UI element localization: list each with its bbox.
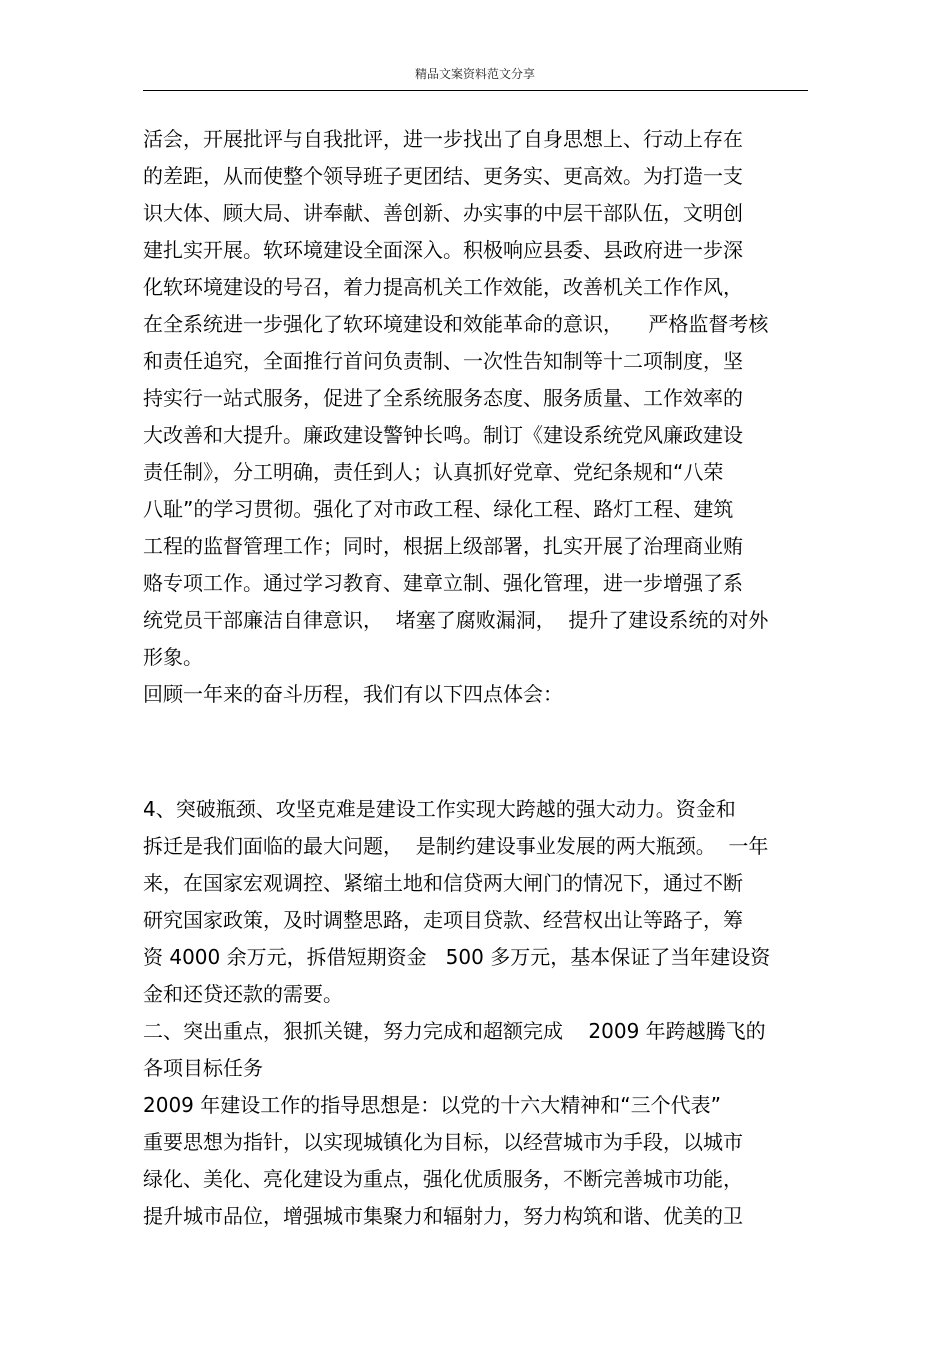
text-line: 4、突破瓶颈、攻坚克难是建设工作实现大跨越的强大动力。资金和 bbox=[143, 797, 736, 821]
header-divider bbox=[143, 90, 808, 91]
text-line: 持实行一站式服务，促进了全系统服务态度、服务质量、工作效率的 bbox=[143, 386, 743, 410]
text-line: 拆迁是我们面临的最大问题， 是制约建设事业发展的两大瓶颈。 一年 bbox=[143, 834, 769, 858]
page-header: 精品文案资料范文分享 bbox=[414, 67, 535, 81]
text-line: 统党员干部廉洁自律意识， 堵塞了腐败漏洞， 提升了建设系统的对外 bbox=[143, 608, 769, 632]
text-line: 责任制》，分工明确，责任到人；认真抓好党章、党纪条规和“八荣 bbox=[143, 460, 724, 484]
text-line: 提升城市品位，增强城市集聚力和辐射力，努力构筑和谐、优美的卫 bbox=[143, 1204, 743, 1228]
text-line: 资 4000 余万元，拆借短期资金 500 多万元，基本保证了当年建设资 bbox=[143, 945, 771, 969]
text-line: 重要思想为指针，以实现城镇化为目标，以经营城市为手段，以城市 bbox=[143, 1130, 743, 1154]
text-line: 赂专项工作。通过学习教育、建章立制、强化管理，进一步增强了系 bbox=[143, 571, 743, 595]
text-line: 八耻”的学习贯彻。强化了对市政工程、绿化工程、路灯工程、建筑 bbox=[143, 497, 734, 521]
text-line: 回顾一年来的奋斗历程，我们有以下四点体会： bbox=[143, 682, 563, 706]
text-line: 各项目标任务 bbox=[143, 1056, 263, 1080]
text-line: 的差距，从而使整个领导班子更团结、更务实、更高效。为打造一支 bbox=[143, 164, 743, 188]
text-line: 来，在国家宏观调控、紧缩土地和信贷两大闸门的情况下，通过不断 bbox=[143, 871, 743, 895]
text-line: 金和还贷还款的需要。 bbox=[143, 982, 343, 1006]
text-line: 大改善和大提升。廉政建设警钟长鸣。制订《建设系统党风廉政建设 bbox=[143, 423, 743, 447]
text-line: 绿化、美化、亮化建设为重点，强化优质服务，不断完善城市功能， bbox=[143, 1167, 743, 1191]
text-line: 在全系统进一步强化了软环境建设和效能革命的意识， 严格监督考核 bbox=[143, 312, 769, 336]
text-line: 建扎实开展。软环境建设全面深入。积极响应县委、县政府进一步深 bbox=[143, 238, 743, 262]
text-line: 2009 年建设工作的指导思想是：以党的十六大精神和“三个代表” bbox=[143, 1093, 721, 1117]
text-block-upper bbox=[143, 121, 813, 713]
text-line: 二、突出重点，狠抓关键，努力完成和超额完成 2009 年跨越腾飞的 bbox=[143, 1019, 766, 1043]
text-line: 研究国家政策，及时调整思路，走项目贷款、经营权出让等路子，筹 bbox=[143, 908, 743, 932]
text-block-lower bbox=[143, 791, 813, 1235]
text-line: 形象。 bbox=[143, 645, 203, 669]
text-line: 工程的监督管理工作；同时，根据上级部署，扎实开展了治理商业贿 bbox=[143, 534, 743, 558]
text-line: 和责任追究，全面推行首问负责制、一次性告知制等十二项制度，坚 bbox=[143, 349, 743, 373]
text-line: 化软环境建设的号召，着力提高机关工作效能，改善机关工作作风， bbox=[143, 275, 743, 299]
text-line: 识大体、顾大局、讲奉献、善创新、办实事的中层干部队伍，文明创 bbox=[143, 201, 743, 225]
text-line: 活会，开展批评与自我批评，进一步找出了自身思想上、行动上存在 bbox=[143, 127, 743, 151]
